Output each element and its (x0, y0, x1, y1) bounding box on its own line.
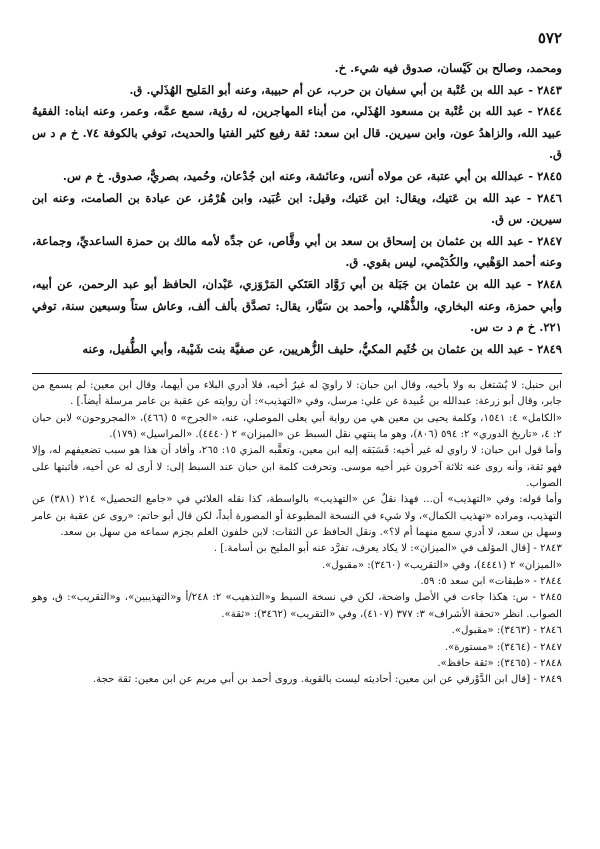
footnote-paragraph: «الميزان» ٢ (٤٤٤١)، وفي «التقريب» (٣٤٦٠): «مقبول». (321, 559, 562, 571)
footnote-2845: ٢٨٤٥ - س: هكذا جاءت في الأصل واضحة، لكن في نسخة السبط و«التذهيب» ٢: ٢٤٨/أ و«التهذيبين»، و«التقريب»: ق، وهو الصواب. انظر «تحفة الأشراف» ٣: ٣٧٧ (٤١٠٧)، وفي «التقريب» (٣٤٦٢): «ثقة». (32, 592, 562, 620)
entry-2843: ٢٨٤٣ - عبد الله بن عُتْبة بن أبي سفيان بن حرب، عن أم حبيبة، وعنه أبو المَليح الهُذَلي. ق. (129, 82, 562, 97)
footnote-divider (32, 373, 562, 374)
footnote-2846: ٢٨٤٦ - (٣٤٦٣): «مقبول». (451, 625, 562, 637)
main-paragraph-1: ومحمد، وصالح بن كَيْسان، صدوق فيه شيء. خ. (334, 61, 562, 75)
entry-2847: ٢٨٤٧ - عبد الله بن عثمان بن إسحاق بن سعد بن أبي وقَّاص، عن جدِّه لأمه مالك بن حمزة الساعديِّ، وجماعة، وعنه أحمد الوَهْبي، والكُدَيْمي، ليس بقوي. ق. (32, 233, 562, 270)
footnote-2849: ٢٨٤٩ - [قال ابن الدَّوْرقي عن ابن معين: أحاديثه ليست بالقوية. وروى أحمد بن أبي مريم عن ابن معين: ثقة حجة. (92, 674, 562, 686)
footnote-paragraph: ابن حنبل: لا يُشتغل به ولا بأخيه، وقال ابن حبان: لا راويَ له غيرُ أخيه، فلا أدري البلاء من أيهما، وقال ابن معين: لم يسمع من جابر، وقال أبو زرعة: عبدالله بن عُبيدة عن علي: مرسل، وفي «التهذيب»: أن روايته عن عقبة بن عامر مرسلة أيضاً.] . (32, 380, 562, 408)
footnote-2843: ٢٨٤٣ - [قال المؤلف في «الميزان»: لا يكاد يعرف، تفرَّد عنه أبو المليح بن أسامة.] . (213, 543, 562, 555)
entry-2845: ٢٨٤٥ - عبدالله بن أبي عتبة، عن مولاه أنس، وعائشة، وعنه ابن جُدْعان، وحُميد، بصريٌّ، صدوق. خ م س. (62, 168, 562, 183)
entry-2846: ٢٨٤٦ - عبد الله بن عَتيك، ويقال: ابن عَتيك، وقيل: ابن عُبَيد، وابن هُرْمُز، عن عبادة بن الصامت، وعنه ابن سيرين. س ق. (32, 190, 562, 227)
page-number: ٥٧٢ (537, 29, 562, 47)
main-text (32, 58, 562, 360)
entry-2844: ٢٨٤٤ - عبد الله بن عُتْبة بن مسعود الهُذَلي، من أبناء المهاجرين، له رؤية، سمع عمَّه، وعمر، وعنه ابناه: الفقيهُ عبيد الله، والزاهدُ عون، وابن سيرين. قال ابن سعد: ثقة رفيع كثير الفتيا والحديث، توفي بالكوفة ٧٤. خ م د س ق. (32, 104, 562, 162)
entry-2849: ٢٨٤٩ - عبد الله بن عثمان بن خُثَيم المكيُّ، حليف الزُّهريين، عن صفيَّة بنت شَيْبة، وأبي الطُّفيل، وعنه (82, 341, 562, 356)
footnote-paragraph: وأما قوله: وفي «التهذيب» أن... فهذا نقلٌ عن «التهذيب» بالواسطة، كذا نقله العلائي في «جامع التحصيل» ٢١٤ (٣٨١) عن التهذيب، ومراده «تهذيب الكمال»، ولا شيء في النسخة المطبوعة أو المصورة أبداً، لكن قال أبو حاتم: «روى عن عقبة بن عامر وسهل بن سعد، لا أدري سمع منهما أم لا؟». ونقل الحافظ عن الثقات: لابن خلفون العلم بجزم سماعه من سهل بن سعد. (32, 494, 563, 539)
footnote-2844: ٢٨٤٤ - «طبقات» ابن سعد ٥: ٥٩. (420, 576, 562, 588)
footnote-paragraph: وأما قول ابن حبان: لا راوي له غير أخيه: فَسَبَقه إليه ابن معين، وتعقَّبه المزي ١٥: ٢٦٥، وأفاد أن هذا هو سبب تضعيفهم له، وإلا فهو ثقة، وأنه روى عنه ثلاثة آخرون غير أخيه موسى. وتحرفت كلمة ابن حبان عند السبط إلى: لا أرى له عن أخيه، فأثبتها على الصواب. (32, 445, 562, 490)
footnote-paragraph: «الكامل» ٤: ١٥٤١، وكلمة يحيى بن معين هي من رواية أبي يعلى الموصلي، عنه، «الجرح» ٥ (٤٦٦)، «المجروحون» لابن حبان ٢: ٤، «تاريخ الدوري» ٢: ٥٩٤ (٨٠٦)، وهو ما ينتهي نقل السبط عن «الميزان» ٢ (٤٤٤٠). «المراسيل» (١٧٩). (32, 412, 563, 441)
footnote-2847: ٢٨٤٧ - (٣٤٦٤): «مستورة». (444, 641, 562, 653)
footnote-2848: ٢٨٤٨ - (٣٤٦٥): «ثقة حافظ». (437, 657, 562, 669)
footnotes (32, 378, 562, 689)
entry-2848: ٢٨٤٨ - عبد الله بن عثمان بن جَبَلة بن أبي رَوَّاد العَتَكي المَرْوَزي، عَبْدان، الحافظ أبو عبد الرحمن، عن أبيه، وأبي حمزة، وعنه البخاري، والذُّهْلي، وأحمد بن سَيَّار، يقال: تصدَّق بألف ألف، وعاش ستاً وسبعين سنة، توفي ٢٢١. خ م د ت س. (32, 276, 562, 335)
